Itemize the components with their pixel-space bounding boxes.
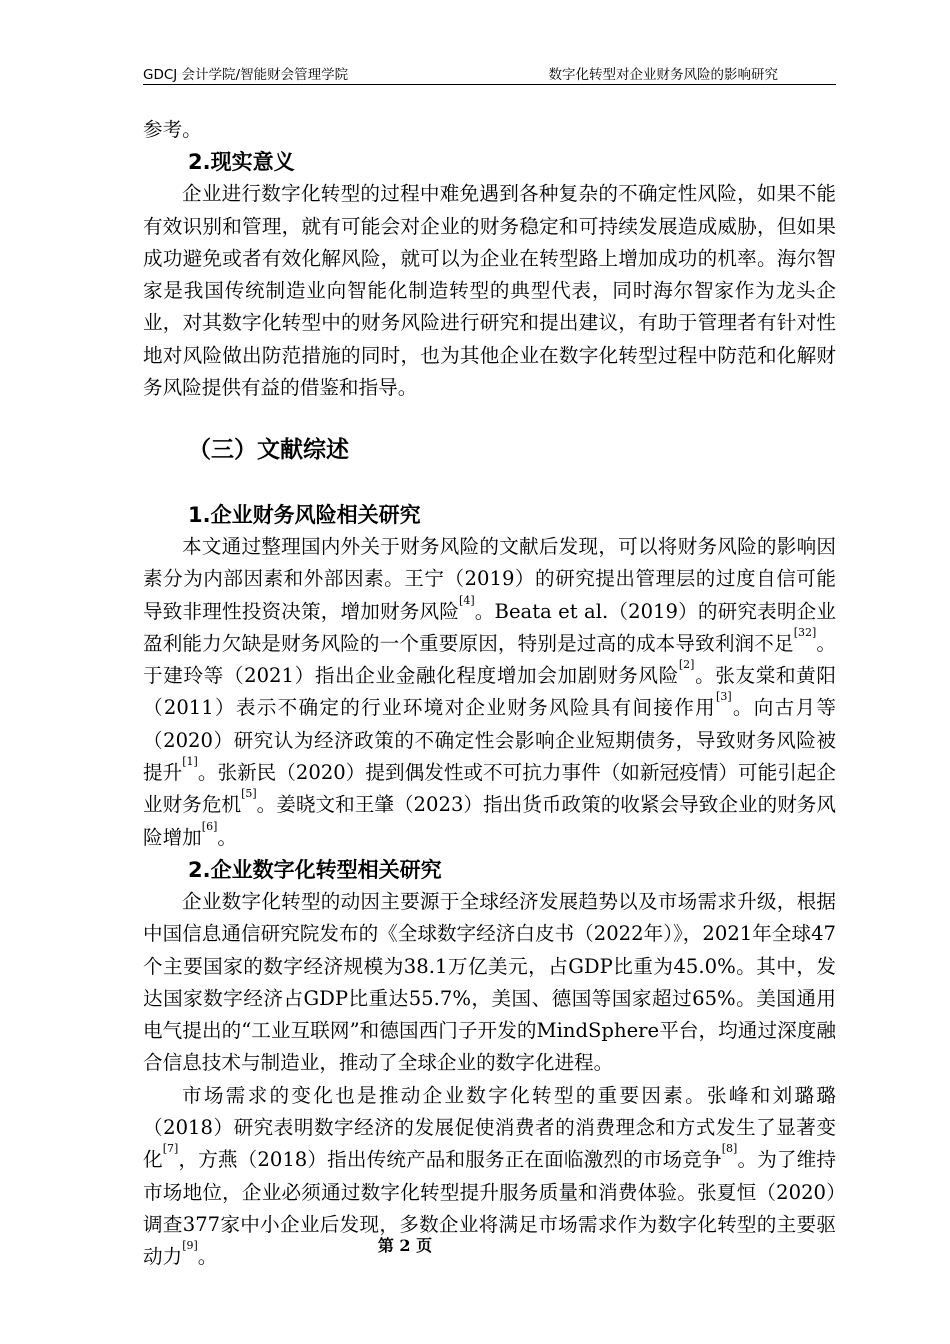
citation-ref: [1] — [182, 755, 198, 769]
paragraph-financial-risk — [143, 531, 836, 854]
heading-literature-review: （三）文献综述 — [188, 437, 349, 463]
text-run: 。向古月等（2020）研究认为经济政策的不确定性会影响企业短期债务，导致财务风险被提升 — [143, 696, 836, 785]
section-literature-review — [143, 434, 836, 466]
citation-ref: [9] — [182, 1239, 198, 1253]
text-run: 。 — [197, 1245, 218, 1269]
citation-ref: [6] — [201, 819, 218, 833]
text-run: 。张新民（2020）提到偶发性或不可抗力事件（如新冠疫情）可能引起企业财务危机 — [143, 761, 837, 817]
text-run: 市场需求的变化也是推动企业数字化转型的重要因素。张峰和刘璐璐（2018）研究表明数字经济的发展促使消费者的消费理念和方式发生了显著变化 — [143, 1083, 836, 1172]
continued-text: 参考。 — [143, 118, 202, 141]
page-header — [143, 66, 836, 85]
citation-ref: [4] — [459, 593, 475, 607]
heading-financial-risk-research: 1.企业财务风险相关研究 — [188, 503, 421, 527]
text-run: 。姜晓文和王肇（2023）指出货币政策的收紧会导致企业的财务风险增加 — [143, 793, 837, 849]
text-run: 。张友棠和黄阳（2011）表示不确定的行业环境对企业财务风险具有间接作用 — [143, 664, 836, 720]
section-financial-risk — [143, 499, 836, 1274]
page-number: 第 2 页 — [377, 1236, 433, 1255]
paragraph-practical — [143, 178, 836, 404]
text-run: 企业进行数字化转型的过程中难免遇到各种复杂的不确定性风险，如果不能有效识别和管理，就有可能会对企业的财务稳定和可持续发展造成威胁，但如果成功避免或者有效化解风险，就可以为企业在转型路上增加成功的机率。海尔智家是我国传统制造业向智能化制造转型的典型代表，同时海尔智家作为龙头企业，对其数字化转型中的财务风险进行研究和提出建议，有助于管理者有针对性地对风险做出防范措施的同时，也为其他企业在数字化转型过程中防范和化解财务风险提供有益的借鉴和指导。 — [143, 182, 836, 400]
text-run: 。Beata et al.（2019）的研究表明企业盈利能力欠缺是财务风险的一个重要原因，特别是过高的成本导致利润不足 — [143, 599, 837, 655]
heading-digital-transformation-research: 2.企业数字化转型相关研究 — [188, 857, 442, 882]
heading-practical-significance: 2.现实意义 — [188, 150, 295, 175]
citation-ref: [3] — [716, 690, 732, 704]
text-run: 本文通过整理国内外关于财务风险的文献后发现，可以将财务风险的影响因素分为内部因素和外部因素。王宁（2019）的研究提出管理层的过度自信可能导致非理性投资决策，增加财务风险 — [143, 535, 836, 623]
text-run: ，方燕（2018）指出传统产品和服务正在面临激烈的市场竞争 — [178, 1148, 722, 1172]
citation-ref: [7] — [162, 1142, 179, 1156]
paragraph-digital-1 — [143, 886, 836, 1080]
header-school: GDCJ 会计学院/智能财会管理学院 — [143, 67, 349, 83]
text-run: 企业数字化转型的动因主要源于全球经济发展趋势以及市场需求升级，根据中国信息通信研究院发布的《全球数字经济白皮书（2022年）》，2021年全球47个主要国家的数字经济规模为38.1万亿美元，占GDP比重为45.0%。其中，发达国家数字经济占GDP比重达55.7%，美国、德国等国家超过65%。美国通用电气提出的“工业互联网”和德国西门子开发的MindSphere平台，均通过深度融合信息技术与制造业，推动了全球企业的数字化进程。 — [143, 889, 836, 1075]
section-practical — [143, 114, 836, 404]
citation-ref: [8] — [721, 1142, 738, 1156]
citation-ref: [32] — [793, 625, 817, 639]
text-run: 。 — [217, 825, 237, 849]
text-run: 。为了维持市场地位，企业必须通过数字化转型提升服务质量和消费体验。张夏恒（2020）调查377家中小企业后发现，多数企业将满足市场需求作为数字化转型的主要驱动力 — [143, 1148, 836, 1269]
citation-ref: [5] — [241, 787, 257, 801]
header-thesis-title: 数字化转型对企业财务风险的影响研究 — [548, 67, 778, 83]
text-run: 。于建玲等（2021）指出企业金融化程度增加会加剧财务风险 — [143, 631, 836, 688]
citation-ref: [2] — [678, 658, 695, 672]
